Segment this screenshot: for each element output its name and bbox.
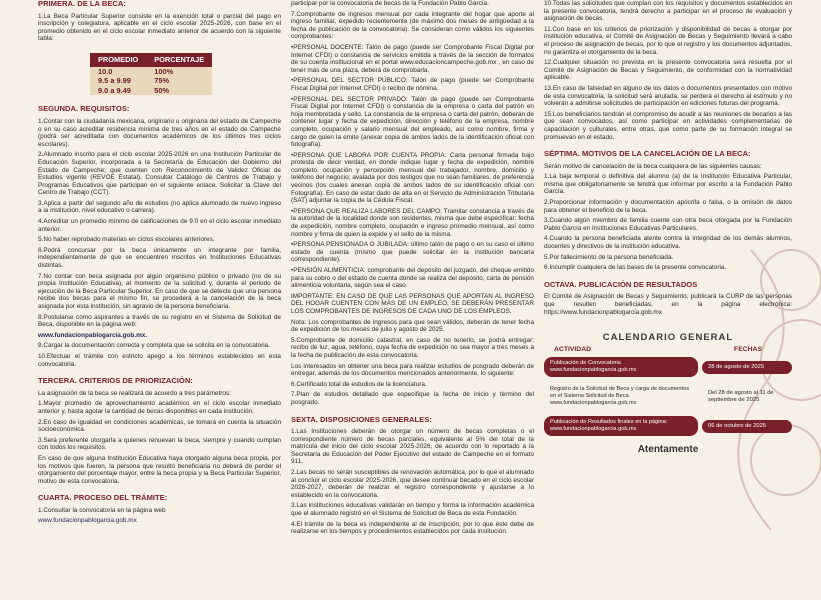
list-item: 4.Cuando la persona beneficiada atente contra la integridad de los demás alumnos, docentes y directivos de la institución educativa. <box>544 235 792 251</box>
list-item: 5.Comprobante de domicilio catastral, en caso de no tenerlo, se podrá entregar: recibo de luz, agua, teléfono, cuya fecha de expedición no sea mayor a tres meses a la fecha de publicación de esta convocatoria. <box>291 336 534 359</box>
list-item: •PERSONAL DOCENTE: Talón de pago (puede ser Comprobante Fiscal Digital por Internet CFDI) o constancia de servicios emitida a través de la sección de formatos de su cuenta institucional en el portal www.educacioncampeche.gob.mx , en caso de tener más de una plaza, deberá de comprobarla. <box>291 43 534 74</box>
section-paragraph: 1.La Beca Particular Superior consiste en la exención total o parcial del pago en inscripción y colegiatura, aplicable en el ciclo escolar 2025-2026, con base en el promedio obtenido en el ciclo escolar inmediato anterior de acuerdo con la siguiente tabla: <box>38 12 281 43</box>
disposiciones-list-cont <box>544 0 792 141</box>
table-header: PORCENTAJE <box>146 53 212 67</box>
list-item: 8.Postularse como aspirantes a través de su registro en el Sistema de Solicitud de Beca, disponible en la página web: <box>38 313 281 329</box>
list-item: 9.Cargar la documentación correcta y completa que se solicita en la convocatoria. <box>38 342 270 350</box>
calendar-col-dates: FECHAS <box>734 345 762 353</box>
requisitos-list-b <box>38 342 281 368</box>
calendar-row <box>544 383 792 410</box>
section-title-tercera: TERCERA. CRITERIOS DE PRIORIZACIÓN: <box>38 376 193 386</box>
list-item: •PERSONA QUE REALIZA LABORES DEL CAMPO: Tramitar constancia a través de la autoridad de la localidad donde son residentes, misma que debe especificar: fecha de expedición, nombre completo, ocupación e ingreso promedio mensual, así como nombre y firma de quien la expide y el sello de la misma. <box>291 207 534 238</box>
list-item: 4.El trámite de la beca es independiente al de inscripción, por lo que éste debe de realizarse en los tiempos y procedimientos establecidos por cada institución. <box>291 520 534 536</box>
section-title-segunda: SEGUNDA. REQUISITOS: <box>38 104 130 114</box>
list-item: 6.Certificado total de estudios de la licenciatura. <box>291 380 427 388</box>
section-title-primera: PRIMERA. DE LA BECA: <box>38 0 126 8</box>
list-item: 3.Cuando algún miembro de familia cuente con otra beca otorgada por la Fundación Pablo García en Instituciones Educativas Particulares. <box>544 217 792 232</box>
cancelacion-list <box>544 173 792 272</box>
list-item: •PERSONA PENSIONADA O JUBILADA: último talón de pago o en su caso el último estado de cuenta (mismo que puede solicitar en la institución bancaria correspondiente). <box>291 241 534 264</box>
fundacion-link[interactable]: www.fundacionpablogarcia.gob.mx. <box>38 331 148 339</box>
table-cell: 100% <box>146 67 212 77</box>
list-item: 1.Mayor promedio de aprovechamiento académico en el ciclo escolar inmediato anterior y, hasta agotar la cantidad de becas disponibles en cada institución. <box>38 400 281 415</box>
calendar-col-activity: ACTIVIDAD <box>554 345 592 353</box>
list-item: 15.Los beneficiarios tendrán el compromiso de acudir a las reuniones de becarios a las que sean convocados, así como participar en actividades complementarias de capacitación y culturales, entre otras, que como parte de su formación integral se promuevan en el estado. <box>544 110 792 141</box>
section-title-septima: SÉPTIMA. MOTIVOS DE LA CANCELACIÓN DE LA BECA: <box>544 149 751 159</box>
list-item: 10.Efectuar el trámite con estricto apego a los términos establecidos en esta convocatoria. <box>38 352 281 368</box>
requisitos-list <box>38 118 281 329</box>
list-item: 2.Las becas no serán susceptibles de renovación automática, por lo que el alumnado al concluir el ciclo escolar 2025-2026, que desee continuar becado en el ciclo escolar 2026-2027, deberán de realizar el registro correspondiente y ajustarse a lo establecido en la convocatoria. <box>291 469 534 499</box>
list-item: participar por la convocatoria de becas de la Fundación Pablo García. <box>291 0 489 7</box>
list-item: 6.Podrá concursar por la beca únicamente un integrante por familia, independientemente de que se encuentren inscritos en Instituciones Educativas distintas. <box>38 246 281 270</box>
table-row <box>90 67 212 77</box>
closing-text: Atentamente <box>637 444 699 456</box>
calendar-date: 06 de octubre de 2025 <box>702 420 792 433</box>
list-item: Nota: Los comprobantes de ingresos para que sean válidos, deberán de tener fecha de expedición de los meses de julio y agosto de 2025. <box>291 318 534 334</box>
documentos-list <box>291 0 534 407</box>
calendar-date: 28 de agosto de 2025 <box>702 361 792 374</box>
calendar-row <box>544 357 792 377</box>
list-item: 3.Las instituciones educativas validarán en tiempo y forma la información académica que el alumnado registró en el Sistema de Solicitud de Beca de esta Fundación. <box>291 502 534 518</box>
list-item: 11.Con base en los criterios de priorización y disponibilidad de becas a otorgar por institución educativa, el Comité de Asignación de Becas y Seguimiento llevará a cabo el proceso de asignación de becas, por lo que el registro y los documentos adjuntados, no garantiza el otorgamiento de la beca. <box>544 25 792 56</box>
list-item: 2.En caso de igualdad en condiciones académicas, se tomará en cuenta la situación socioeconómica. <box>38 418 281 434</box>
section-title-octava: OCTAVA. PUBLICACIÓN DE RESULTADOS <box>544 279 698 289</box>
calendar-activity: Registro de la Solicitud de Beca y carga de documentos en el Sistema Solicitud de Beca. www.fundacionpablogarcia.gob.mx <box>550 386 689 407</box>
table-header: PROMEDIO <box>90 53 146 67</box>
column-left <box>38 0 281 600</box>
calendar-header <box>544 346 792 354</box>
table-cell: 75% <box>146 76 212 86</box>
list-item: 4.Acreditar un promedio mínimo de calificaciones de 9.0 en el ciclo escolar inmediato anterior. <box>38 218 281 233</box>
criterios-list <box>38 400 281 485</box>
table-cell: 9.5 a 9.99 <box>90 76 146 86</box>
table-row <box>90 86 212 96</box>
list-item: 6.Incumplir cualquiera de las bases de la presente convocatoria. <box>544 264 727 272</box>
list-item: •PERSONA QUE LABORA POR CUENTA PROPIA: Carta personal firmada bajo protesta de decir verdad, en donde indique lugar y fecha de expedición, nombre completo, ocupación y percepción mensual del trabajador, nombre, domicilio y teléfono del negocio; avalada por dos testigos que no sean familiares, de preferencia vecinos (los cuales anexan copia de ambos lados de su identificación oficial con Fotografía). En caso de estar dado de alta en el Servicio de Administración Tributaria (SAT) adjuntar la copia de la Cédula Fiscal. <box>291 151 534 205</box>
list-item: Los interesados en obtener una beca para realizar estudios de posgrado deberán de entregar, además de los documentos mencionados anteriormente, lo siguiente: <box>291 362 534 378</box>
list-item: 1.Las Instituciones deberán de otorgar un número de becas completas o el correspondiente número de becas parciales, equivalente al 5% del total de la matrícula del inicio del ciclo escolar 2025-2026, de acuerdo con lo reportado a la Secretaría de Educación del Poder Ejecutivo del estado de Campeche en el formato 911. <box>291 428 534 466</box>
disposiciones-list <box>291 428 534 536</box>
promedio-table <box>90 53 212 95</box>
list-item: 7.Comprobante de ingresos mensual por cada integrante del hogar que aporte al ingreso familiar, expedido recientemente (de máximo dos meses de antigüedad a la fecha de publicación de la convocatoria). Se consideran como válidos los siguientes comprobantes: <box>291 10 534 41</box>
list-item: 13.En caso de falsedad en alguno de los datos o documentos presentados con motivo de esta convocatoria, la solicitud será anulada, se perderá el derecho al estímulo y no volverán a admitirse solicitudes de participación en ediciones futuras del programa. <box>544 84 792 108</box>
list-item: En caso de que alguna Institución Educativa haya otorgado alguna beca propia, por los motivos que fueren, la persona que resultó beneficiaria no deberá de perder el otorgamiento del porcentaje mayor, entre la beca propia y la Beca Particular Superior, motivo de esta convocatoria. <box>38 454 281 485</box>
list-item: •PERSONAL DEL SECTOR PRIVADO: Talón de pago (puede ser Comprobante Fiscal Digital por Internet CFDI) o constancia de la empresa o carta del patrón en hoja membretada y sello. La constancia de la empresa o carta del patrón, deberán de contener lugar y fecha de expedición, dirección y teléfono de la empresa, nombre completo, ocupación y salario mensual del empleado, así como nombre, firma y cargo de quien la emite (anexar copia de ambos lados de la identificación oficial con fotografía). <box>291 95 534 149</box>
list-item: •PENSIÓN ALIMENTICIA: comprobante del depósito del juzgado, del cheque emitido para su cobro o del estado de cuenta donde se realiza del depósito, carta de pensión alimenticia voluntaria, según sea el caso. <box>291 267 534 290</box>
table-row <box>90 76 212 86</box>
section-title-sexta: SEXTA. DISPOSICIONES GENERALES: <box>291 414 432 424</box>
list-item: 1.Contar con la ciudadanía mexicana, originario u originaria del estado de Campeche o en su caso acreditar residencia mínima de tres años en el estado de Campeche (podrá ser acreditada con documentos académicos de los últimos tres ciclos escolares). <box>38 117 281 148</box>
section-paragraph: 1.Consultar la convocatoria en la página web <box>38 506 166 514</box>
list-item: 7.Plan de estudios detallado que especifique la fecha de inicio y término del posgrado. <box>291 391 534 406</box>
list-item: 3.Aplica a partir del segundo año de estudios (no aplica alumnado de nuevo ingreso a la institución, nivel educativo o carrera). <box>38 199 281 215</box>
list-item: 10.Todas las solicitudes que cumplan con los requisitos y documentos establecidos en la presente convocatoria, tendrá derecho a participar en el proceso de evaluación y asignación de becas. <box>544 0 792 23</box>
list-item: 2.Alumnado inscrito para el ciclo escolar 2025-2026 en una Institución Particular de Educación Superior, incorporada a la Secretaría de Educación del Gobierno del Estado de Campeche, que cuenten con Reconocimiento de Validez Oficial de Estudios vigente (REVOE Estatal). Consultar Catálogo de Centros de Trabajo y Programas Educativos que participan en el siguiente enlace. Solicitar la Clave del Centro de Trabajo (CCT). <box>38 151 281 197</box>
list-item: IMPORTANTE: EN CASO DE QUE LAS PERSONAS QUE APORTAN AL INGRESO DEL HOGAR CUENTEN CON MÁS DE UN EMPLEO, SE DEBERÁN PRESENTAR LOS COMPROBANTES DE INGRESOS DE CADA UNO DE LOS EMPLEOS. <box>291 292 534 315</box>
list-item: 5.Por fallecimiento de la persona beneficiada. <box>544 253 674 261</box>
list-item: 12.Cualquier situación no prevista en la presente convocatoria será resuelta por el Comité de Asignación de Becas y Seguimiento, de conformidad con la normatividad aplicable. <box>544 59 792 82</box>
column-right <box>544 0 792 600</box>
column-middle <box>291 0 534 600</box>
calendar-title: CALENDARIO GENERAL <box>602 332 734 344</box>
table-cell: 10.0 <box>90 67 146 77</box>
calendar-rows <box>544 357 792 436</box>
section-paragraph: Serán motivo de cancelación de la beca cualquiera de las siguientes causas: <box>544 162 762 170</box>
calendar-activity: Publicación de Convocatoria www.fundacionpablogarcia.gob.mx <box>544 357 698 377</box>
calendar-row <box>544 416 792 436</box>
section-paragraph: El Comité de Asignación de Becas y Seguimiento, publicará la CURP de las personas que resulten beneficiadas, en la página electrónica: https://www.fundacionpablogarcia.gob.mx <box>544 293 792 316</box>
table-cell: 50% <box>146 86 212 96</box>
list-item: 3.Será preferente otorgarla a quienes renuevan la beca, siempre y cuando cumplan con todos los requisitos. <box>38 436 281 452</box>
section-paragraph: La asignación de la beca se realizará de acuerdo a tres parámetros: <box>38 389 231 397</box>
list-item: •PERSONAL DEL SECTOR PÚBLICO: Talón de pago (puede ser Comprobante Fiscal Digital por Internet CFDI) o recibo de nómina. <box>291 77 534 92</box>
section-title-cuarta: CUARTA. PROCESO DEL TRÁMITE: <box>38 493 168 503</box>
table-cell: 9.0 a 9.49 <box>90 86 146 96</box>
calendar-date: Del 28 de agosto al 11 de septiembre de 2025 <box>708 389 774 403</box>
table-header-row <box>90 53 212 67</box>
list-item: 5.No haber reprobado materias en ciclos escolares anteriores. <box>38 236 215 244</box>
fundacion-link[interactable]: www.fundacionpablogarcia.gob.mx <box>38 517 137 525</box>
list-item: 2.Proporcionar información y documentación apócrifa o falsa, o la omisión de datos para obtener el beneficio de la beca. <box>544 199 792 214</box>
list-item: 1.La baja temporal o definitiva del alumno (a) de la Institución Educativa Particular, misma que obligatoriamente se tendrá que informar por escrito a la Fundación Pablo García. <box>544 173 792 196</box>
calendar-activity: Publicación de Resultados finales en la página: www.fundacionpablogarcia.gob.mx <box>544 416 698 436</box>
list-item: 7.No contar con beca asignada por algún organismo público o privado (no de su propia Institución Educativa), al momento de la solicitud y, durante el periodo de ejecución de la Beca Particular Superior. En caso de que se detecte que una persona recibe dos becas para el mismo fin, se procederá a la cancelación de la beca asignada por esta institución, sin agravio de la persona beneficiaria. <box>38 272 281 310</box>
